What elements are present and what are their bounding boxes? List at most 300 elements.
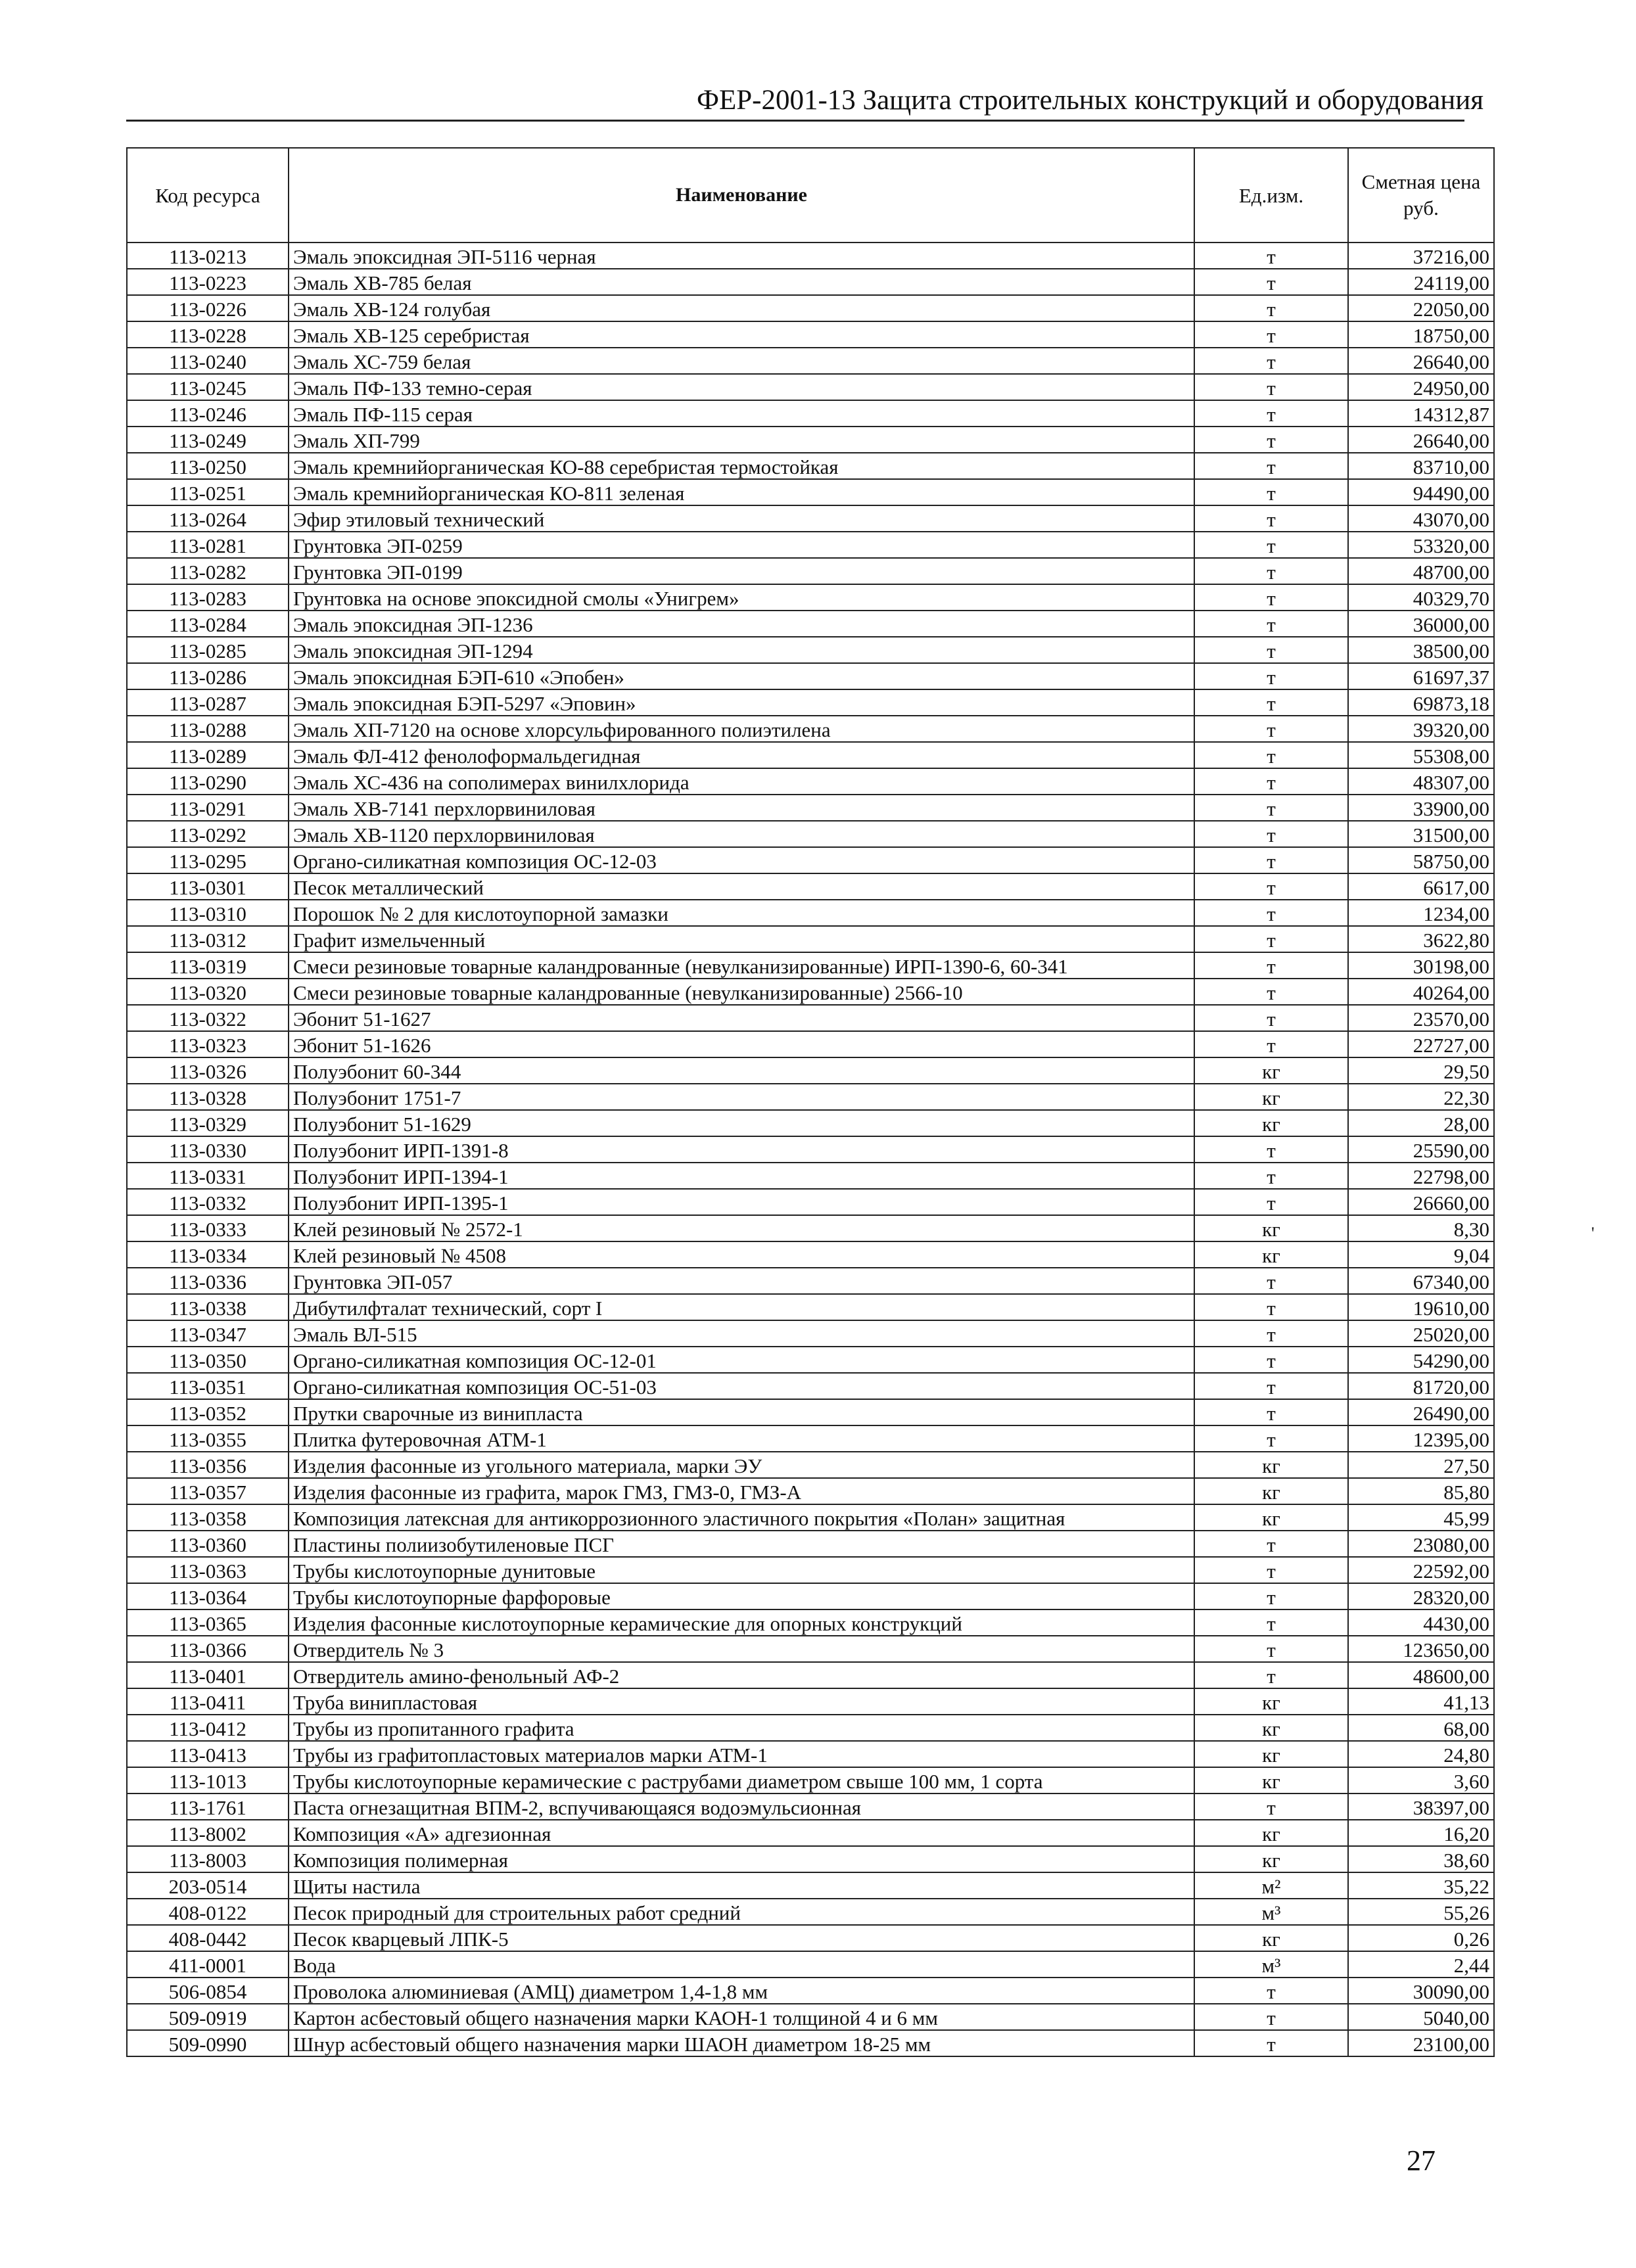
resource-price-table [126, 147, 1495, 2057]
cell-price: 5040,00 [1348, 2004, 1494, 2030]
cell-price: 24119,00 [1348, 269, 1494, 295]
cell-unit: т [1194, 1531, 1348, 1557]
cell-price: 26640,00 [1348, 348, 1494, 374]
cell-unit: кг [1194, 1241, 1348, 1268]
header-rule [126, 120, 1464, 122]
cell-code: 506-0854 [127, 1978, 289, 2004]
cell-code: 113-0240 [127, 348, 289, 374]
cell-unit: т [1194, 926, 1348, 952]
cell-name: Эфир этиловый технический [289, 505, 1194, 532]
cell-price: 85,80 [1348, 1478, 1494, 1504]
cell-price: 58750,00 [1348, 847, 1494, 873]
cell-name: Органо-силикатная композиция ОС-51-03 [289, 1373, 1194, 1399]
cell-code: 113-0351 [127, 1373, 289, 1399]
cell-name: Картон асбестовый общего назначения марки КАОН-1 толщиной 4 и 6 мм [289, 2004, 1194, 2030]
cell-name: Клей резиновый № 4508 [289, 1241, 1194, 1268]
cell-code: 113-8003 [127, 1846, 289, 1872]
cell-price: 24,80 [1348, 1741, 1494, 1767]
cell-price: 22727,00 [1348, 1031, 1494, 1057]
table-row [127, 1320, 1494, 1347]
cell-name: Смеси резиновые товарные каландрованные (невулканизированные) 2566-10 [289, 979, 1194, 1005]
cell-unit: т [1194, 1373, 1348, 1399]
cell-price: 67340,00 [1348, 1268, 1494, 1294]
cell-price: 30090,00 [1348, 1978, 1494, 2004]
cell-price: 28,00 [1348, 1110, 1494, 1136]
cell-code: 113-0264 [127, 505, 289, 532]
cell-unit: т [1194, 611, 1348, 637]
cell-price: 28320,00 [1348, 1583, 1494, 1609]
table-row [127, 2004, 1494, 2030]
cell-code: 113-0332 [127, 1189, 289, 1215]
cell-price: 16,20 [1348, 1820, 1494, 1846]
cell-code: 113-0285 [127, 637, 289, 663]
cell-name: Полуэбонит 1751-7 [289, 1084, 1194, 1110]
cell-code: 408-0122 [127, 1899, 289, 1925]
table-row [127, 1609, 1494, 1636]
cell-name: Эмаль эпоксидная ЭП-1294 [289, 637, 1194, 663]
cell-price: 33900,00 [1348, 795, 1494, 821]
cell-code: 113-1013 [127, 1767, 289, 1794]
cell-code: 113-0228 [127, 321, 289, 348]
cell-unit: т [1194, 689, 1348, 716]
cell-code: 113-0226 [127, 295, 289, 321]
table-row [127, 2030, 1494, 2056]
cell-unit: т [1194, 479, 1348, 505]
cell-price: 31500,00 [1348, 821, 1494, 847]
cell-unit: т [1194, 1609, 1348, 1636]
cell-price: 55308,00 [1348, 742, 1494, 768]
cell-code: 113-0287 [127, 689, 289, 716]
cell-name: Изделия фасонные из угольного материала, марки ЭУ [289, 1452, 1194, 1478]
table-row [127, 374, 1494, 400]
table-row [127, 1951, 1494, 1978]
cell-price: 38,60 [1348, 1846, 1494, 1872]
cell-price: 26660,00 [1348, 1189, 1494, 1215]
cell-price: 24950,00 [1348, 374, 1494, 400]
cell-code: 113-0347 [127, 1320, 289, 1347]
cell-code: 113-0251 [127, 479, 289, 505]
table-row [127, 689, 1494, 716]
table-row [127, 716, 1494, 742]
cell-unit: т [1194, 243, 1348, 269]
cell-code: 113-0365 [127, 1609, 289, 1636]
cell-unit: кг [1194, 1846, 1348, 1872]
cell-price: 94490,00 [1348, 479, 1494, 505]
cell-unit: м³ [1194, 1899, 1348, 1925]
table-row [127, 1767, 1494, 1794]
table-row [127, 1425, 1494, 1452]
table-row [127, 427, 1494, 453]
table-row [127, 873, 1494, 900]
cell-price: 30198,00 [1348, 952, 1494, 979]
cell-name: Эмаль эпоксидная ЭП-5116 черная [289, 243, 1194, 269]
margin-mark: ' [1591, 1224, 1595, 1243]
cell-code: 113-0334 [127, 1241, 289, 1268]
table-row [127, 847, 1494, 873]
cell-unit: кг [1194, 1767, 1348, 1794]
cell-unit: т [1194, 952, 1348, 979]
cell-code: 113-0352 [127, 1399, 289, 1425]
cell-price: 68,00 [1348, 1715, 1494, 1741]
cell-price: 3622,80 [1348, 926, 1494, 952]
table-row [127, 952, 1494, 979]
table-row [127, 1925, 1494, 1951]
cell-name: Дибутилфталат технический, сорт I [289, 1294, 1194, 1320]
cell-unit: кг [1194, 1215, 1348, 1241]
cell-code: 113-0281 [127, 532, 289, 558]
cell-code: 113-0350 [127, 1347, 289, 1373]
cell-price: 19610,00 [1348, 1294, 1494, 1320]
cell-code: 113-0301 [127, 873, 289, 900]
column-header-price: Сметная цена руб. [1348, 148, 1494, 243]
cell-code: 113-0333 [127, 1215, 289, 1241]
cell-unit: т [1194, 1136, 1348, 1163]
cell-price: 4430,00 [1348, 1609, 1494, 1636]
cell-code: 113-0363 [127, 1557, 289, 1583]
cell-unit: т [1194, 795, 1348, 821]
cell-price: 55,26 [1348, 1899, 1494, 1925]
table-row [127, 926, 1494, 952]
cell-price: 3,60 [1348, 1767, 1494, 1794]
table-row [127, 1347, 1494, 1373]
cell-price: 48307,00 [1348, 768, 1494, 795]
cell-name: Полуэбонит ИРП-1394-1 [289, 1163, 1194, 1189]
cell-price: 8,30 [1348, 1215, 1494, 1241]
cell-code: 113-0322 [127, 1005, 289, 1031]
cell-code: 203-0514 [127, 1872, 289, 1899]
cell-code: 113-0320 [127, 979, 289, 1005]
cell-name: Грунтовка на основе эпоксидной смолы «Унигрем» [289, 584, 1194, 611]
table-row [127, 768, 1494, 795]
cell-unit: т [1194, 821, 1348, 847]
table-row [127, 1662, 1494, 1688]
cell-unit: т [1194, 558, 1348, 584]
table-row [127, 1531, 1494, 1557]
cell-price: 61697,37 [1348, 663, 1494, 689]
cell-unit: т [1194, 1399, 1348, 1425]
cell-name: Порошок № 2 для кислотоупорной замазки [289, 900, 1194, 926]
cell-unit: т [1194, 453, 1348, 479]
cell-code: 113-0366 [127, 1636, 289, 1662]
cell-price: 35,22 [1348, 1872, 1494, 1899]
cell-code: 113-0356 [127, 1452, 289, 1478]
table-row [127, 1268, 1494, 1294]
table-row [127, 1636, 1494, 1662]
table-row [127, 900, 1494, 926]
cell-name: Эмаль эпоксидная БЭП-610 «Эпобен» [289, 663, 1194, 689]
table-row [127, 243, 1494, 269]
cell-unit: т [1194, 1794, 1348, 1820]
cell-name: Полуэбонит ИРП-1391-8 [289, 1136, 1194, 1163]
table-row [127, 295, 1494, 321]
cell-code: 113-0328 [127, 1084, 289, 1110]
table-row [127, 321, 1494, 348]
cell-code: 113-0336 [127, 1268, 289, 1294]
cell-name: Смеси резиновые товарные каландрованные (невулканизированные) ИРП-1390-6, 60-341 [289, 952, 1194, 979]
cell-price: 36000,00 [1348, 611, 1494, 637]
cell-price: 27,50 [1348, 1452, 1494, 1478]
cell-unit: т [1194, 1662, 1348, 1688]
table-row [127, 1899, 1494, 1925]
cell-name: Композиция латексная для антикоррозионного эластичного покрытия «Полан» защитная [289, 1504, 1194, 1531]
cell-name: Щиты настила [289, 1872, 1194, 1899]
cell-unit: т [1194, 1005, 1348, 1031]
cell-code: 113-0246 [127, 400, 289, 427]
cell-name: Труба винипластовая [289, 1688, 1194, 1715]
cell-unit: т [1194, 1636, 1348, 1662]
cell-code: 113-0326 [127, 1057, 289, 1084]
cell-price: 25020,00 [1348, 1320, 1494, 1347]
cell-name: Трубы из графитопластовых материалов марки АТМ-1 [289, 1741, 1194, 1767]
table-row [127, 1557, 1494, 1583]
cell-name: Эмаль ХВ-125 серебристая [289, 321, 1194, 348]
cell-unit: т [1194, 348, 1348, 374]
table-row [127, 1241, 1494, 1268]
cell-unit: кг [1194, 1057, 1348, 1084]
cell-name: Песок природный для строительных работ средний [289, 1899, 1194, 1925]
cell-name: Эмаль ПФ-133 темно-серая [289, 374, 1194, 400]
cell-name: Эмаль ХВ-1120 перхлорвиниловая [289, 821, 1194, 847]
cell-unit: т [1194, 295, 1348, 321]
cell-code: 113-0338 [127, 1294, 289, 1320]
cell-name: Эбонит 51-1626 [289, 1031, 1194, 1057]
cell-code: 113-0310 [127, 900, 289, 926]
table-row [127, 1820, 1494, 1846]
cell-unit: т [1194, 269, 1348, 295]
cell-unit: кг [1194, 1504, 1348, 1531]
cell-unit: т [1194, 716, 1348, 742]
cell-price: 83710,00 [1348, 453, 1494, 479]
table-row [127, 1399, 1494, 1425]
cell-name: Трубы кислотоупорные дунитовые [289, 1557, 1194, 1583]
cell-price: 25590,00 [1348, 1136, 1494, 1163]
cell-code: 113-0290 [127, 768, 289, 795]
cell-name: Эмаль ПФ-115 серая [289, 400, 1194, 427]
cell-price: 40329,70 [1348, 584, 1494, 611]
table-row [127, 795, 1494, 821]
table-row [127, 505, 1494, 532]
cell-price: 38500,00 [1348, 637, 1494, 663]
table-row [127, 1136, 1494, 1163]
page-number: 27 [1407, 2144, 1436, 2177]
cell-name: Эмаль ХС-436 на сополимерах винилхлорида [289, 768, 1194, 795]
cell-price: 2,44 [1348, 1951, 1494, 1978]
table-row [127, 979, 1494, 1005]
cell-code: 113-0358 [127, 1504, 289, 1531]
cell-name: Клей резиновый № 2572-1 [289, 1215, 1194, 1241]
cell-price: 26640,00 [1348, 427, 1494, 453]
cell-name: Полуэбонит ИРП-1395-1 [289, 1189, 1194, 1215]
table-row [127, 1504, 1494, 1531]
cell-price: 22592,00 [1348, 1557, 1494, 1583]
cell-code: 113-0319 [127, 952, 289, 979]
table-row [127, 611, 1494, 637]
table-row [127, 348, 1494, 374]
cell-code: 113-0329 [127, 1110, 289, 1136]
cell-name: Отвердитель амино-фенольный АФ-2 [289, 1662, 1194, 1688]
cell-name: Эмаль эпоксидная ЭП-1236 [289, 611, 1194, 637]
cell-unit: т [1194, 1320, 1348, 1347]
cell-unit: кг [1194, 1820, 1348, 1846]
cell-code: 113-0289 [127, 742, 289, 768]
cell-name: Эмаль ХВ-7141 перхлорвиниловая [289, 795, 1194, 821]
cell-unit: кг [1194, 1741, 1348, 1767]
table-row [127, 637, 1494, 663]
column-header-code: Код ресурса [127, 148, 289, 243]
cell-code: 113-0282 [127, 558, 289, 584]
table-row [127, 1189, 1494, 1215]
cell-price: 53320,00 [1348, 532, 1494, 558]
cell-unit: т [1194, 2030, 1348, 2056]
cell-code: 113-0355 [127, 1425, 289, 1452]
cell-code: 113-0413 [127, 1741, 289, 1767]
table-row [127, 742, 1494, 768]
cell-name: Шнур асбестовый общего назначения марки ШАОН диаметром 18-25 мм [289, 2030, 1194, 2056]
cell-unit: т [1194, 374, 1348, 400]
table-row [127, 1583, 1494, 1609]
cell-unit: т [1194, 1347, 1348, 1373]
cell-name: Изделия фасонные кислотоупорные керамические для опорных конструкций [289, 1609, 1194, 1636]
cell-code: 113-0357 [127, 1478, 289, 1504]
table-row [127, 821, 1494, 847]
cell-price: 123650,00 [1348, 1636, 1494, 1662]
cell-price: 23080,00 [1348, 1531, 1494, 1557]
cell-unit: т [1194, 1294, 1348, 1320]
table-row [127, 1872, 1494, 1899]
cell-code: 509-0990 [127, 2030, 289, 2056]
cell-price: 0,26 [1348, 1925, 1494, 1951]
cell-code: 509-0919 [127, 2004, 289, 2030]
cell-unit: т [1194, 321, 1348, 348]
cell-code: 113-0286 [127, 663, 289, 689]
table-row [127, 269, 1494, 295]
cell-name: Эмаль кремнийорганическая КО-88 серебристая термостойкая [289, 453, 1194, 479]
cell-name: Полуэбонит 51-1629 [289, 1110, 1194, 1136]
cell-code: 113-0364 [127, 1583, 289, 1609]
cell-name: Проволока алюминиевая (АМЦ) диаметром 1,4-1,8 мм [289, 1978, 1194, 2004]
cell-name: Эбонит 51-1627 [289, 1005, 1194, 1031]
cell-unit: кг [1194, 1478, 1348, 1504]
cell-name: Полуэбонит 60-344 [289, 1057, 1194, 1084]
cell-unit: т [1194, 2004, 1348, 2030]
cell-price: 54290,00 [1348, 1347, 1494, 1373]
cell-unit: м² [1194, 1872, 1348, 1899]
cell-unit: м³ [1194, 1951, 1348, 1978]
cell-name: Отвердитель № 3 [289, 1636, 1194, 1662]
cell-price: 26490,00 [1348, 1399, 1494, 1425]
cell-code: 113-0245 [127, 374, 289, 400]
cell-price: 22,30 [1348, 1084, 1494, 1110]
cell-name: Органо-силикатная композиция ОС-12-01 [289, 1347, 1194, 1373]
table-row [127, 1688, 1494, 1715]
cell-price: 18750,00 [1348, 321, 1494, 348]
cell-code: 113-0411 [127, 1688, 289, 1715]
cell-code: 113-0292 [127, 821, 289, 847]
cell-name: Прутки сварочные из винипласта [289, 1399, 1194, 1425]
cell-name: Грунтовка ЭП-0199 [289, 558, 1194, 584]
cell-code: 113-0412 [127, 1715, 289, 1741]
cell-unit: т [1194, 505, 1348, 532]
cell-price: 69873,18 [1348, 689, 1494, 716]
cell-unit: т [1194, 900, 1348, 926]
cell-price: 12395,00 [1348, 1425, 1494, 1452]
table-row [127, 1373, 1494, 1399]
cell-code: 113-0312 [127, 926, 289, 952]
table-row [127, 1163, 1494, 1189]
cell-price: 45,99 [1348, 1504, 1494, 1531]
cell-code: 113-1761 [127, 1794, 289, 1820]
cell-unit: кг [1194, 1688, 1348, 1715]
cell-name: Вода [289, 1951, 1194, 1978]
table-row [127, 1846, 1494, 1872]
cell-unit: кг [1194, 1925, 1348, 1951]
cell-code: 113-0283 [127, 584, 289, 611]
cell-unit: т [1194, 427, 1348, 453]
cell-code: 113-0284 [127, 611, 289, 637]
cell-unit: т [1194, 1163, 1348, 1189]
column-header-name: Наименование [289, 148, 1194, 243]
cell-unit: т [1194, 1978, 1348, 2004]
cell-unit: кг [1194, 1452, 1348, 1478]
table-row [127, 663, 1494, 689]
cell-name: Эмаль ФЛ-412 фенолоформальдегидная [289, 742, 1194, 768]
cell-code: 113-8002 [127, 1820, 289, 1846]
cell-price: 23100,00 [1348, 2030, 1494, 2056]
table-row [127, 1110, 1494, 1136]
cell-price: 43070,00 [1348, 505, 1494, 532]
cell-unit: кг [1194, 1084, 1348, 1110]
cell-name: Трубы из пропитанного графита [289, 1715, 1194, 1741]
cell-price: 41,13 [1348, 1688, 1494, 1715]
cell-unit: кг [1194, 1110, 1348, 1136]
cell-name: Песок кварцевый ЛПК-5 [289, 1925, 1194, 1951]
cell-name: Эмаль ХС-759 белая [289, 348, 1194, 374]
cell-code: 411-0001 [127, 1951, 289, 1978]
cell-name: Композиция полимерная [289, 1846, 1194, 1872]
cell-name: Эмаль ВЛ-515 [289, 1320, 1194, 1347]
cell-name: Изделия фасонные из графита, марок ГМЗ, ГМЗ-0, ГМЗ-А [289, 1478, 1194, 1504]
cell-unit: т [1194, 742, 1348, 768]
cell-name: Эмаль ХП-7120 на основе хлорсульфированного полиэтилена [289, 716, 1194, 742]
cell-name: Трубы кислотоупорные керамические с раструбами диаметром свыше 100 мм, 1 сорта [289, 1767, 1194, 1794]
table-row [127, 453, 1494, 479]
table-row [127, 400, 1494, 427]
table-row [127, 1057, 1494, 1084]
cell-code: 113-0213 [127, 243, 289, 269]
cell-name: Эмаль ХВ-785 белая [289, 269, 1194, 295]
cell-code: 113-0323 [127, 1031, 289, 1057]
cell-unit: т [1194, 847, 1348, 873]
cell-price: 1234,00 [1348, 900, 1494, 926]
cell-price: 40264,00 [1348, 979, 1494, 1005]
cell-price: 39320,00 [1348, 716, 1494, 742]
cell-code: 113-0250 [127, 453, 289, 479]
cell-unit: т [1194, 1425, 1348, 1452]
cell-name: Пластины полиизобутиленовые ПСГ [289, 1531, 1194, 1557]
cell-unit: т [1194, 1031, 1348, 1057]
cell-unit: т [1194, 1189, 1348, 1215]
cell-name: Эмаль кремнийорганическая КО-811 зеленая [289, 479, 1194, 505]
table-row [127, 1005, 1494, 1031]
table-row [127, 1452, 1494, 1478]
cell-price: 81720,00 [1348, 1373, 1494, 1399]
cell-price: 14312,87 [1348, 400, 1494, 427]
table-row [127, 1478, 1494, 1504]
cell-price: 23570,00 [1348, 1005, 1494, 1031]
cell-price: 38397,00 [1348, 1794, 1494, 1820]
cell-price: 48700,00 [1348, 558, 1494, 584]
cell-code: 113-0291 [127, 795, 289, 821]
